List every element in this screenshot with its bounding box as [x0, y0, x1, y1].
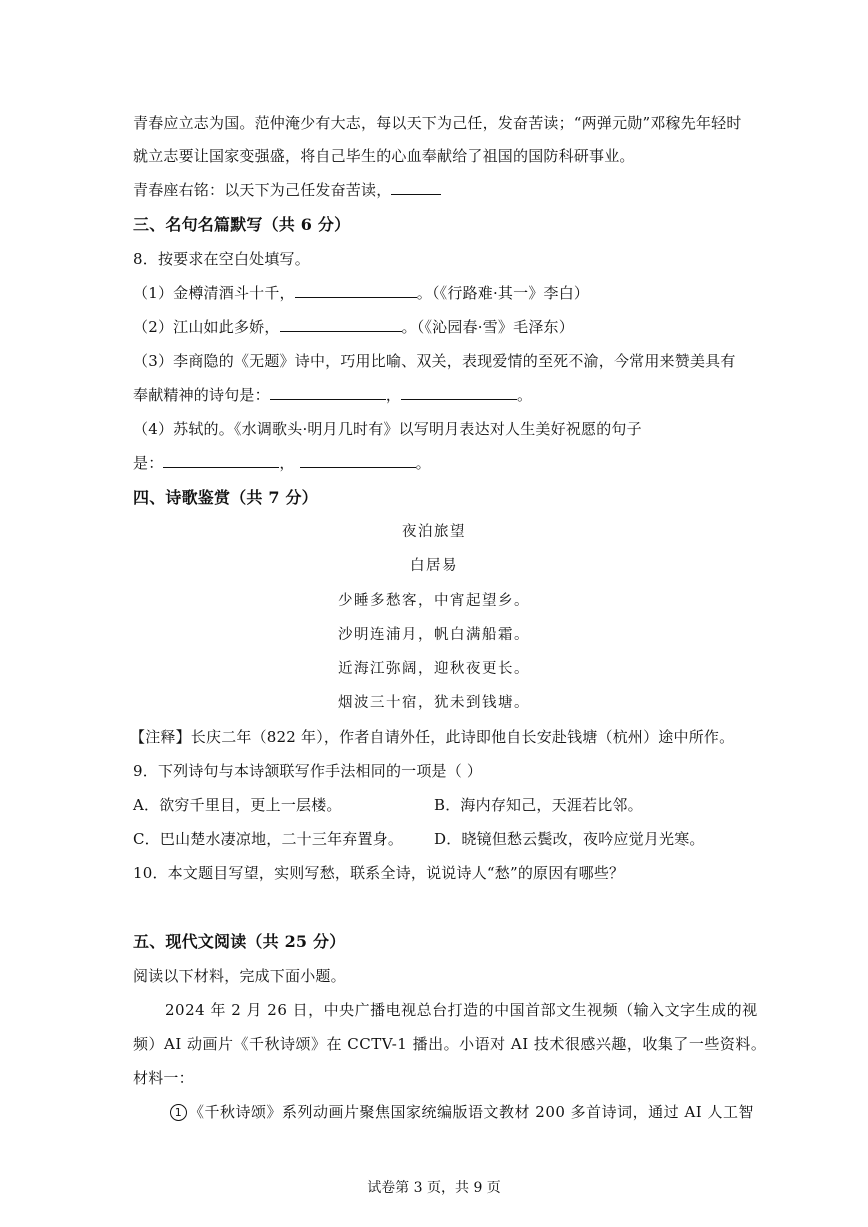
- motto-text: 青春座右铭：以天下为己任发奋苦读，: [133, 181, 392, 199]
- answer-blank[interactable]: [295, 283, 417, 298]
- item-1-suffix: 。（《行路难·其一》李白）: [416, 284, 590, 302]
- motto-line: [133, 180, 441, 200]
- option-b[interactable]: B．海内存知己，天涯若比邻。: [434, 796, 643, 814]
- poem-title: 夜泊旅望: [402, 524, 466, 540]
- reading-instruction: 阅读以下材料，完成下面小题。: [133, 967, 346, 985]
- answer-blank[interactable]: [270, 385, 386, 400]
- poem-line: 近海江弥阔，迎秋夜更长。: [338, 661, 530, 677]
- circled-number: 1: [170, 1104, 187, 1121]
- passage-line: 2024 年 2 月 26 日，中央广播电视总台打造的中国首部文生视频（输入文字生成的视: [165, 1001, 758, 1019]
- item-4-comma: ，: [279, 454, 295, 472]
- material-text: 《千秋诗颂》系列动画片聚焦国家统编版语文教材 200 多首诗词，通过 AI 人工智: [189, 1103, 754, 1121]
- question-8: 8．按要求在空白处填写。: [133, 250, 310, 268]
- section-4-title: 四、诗歌鉴赏（共 7 分）: [133, 488, 318, 507]
- item-3-period: 。: [517, 386, 533, 404]
- poem-line: 烟波三十宿，犹未到钱塘。: [338, 695, 530, 711]
- item-2: [133, 317, 574, 337]
- item-4-line-1: （4）苏轼的。《水调歌头·明月几时有》以写明月表达对人生美好祝愿的句子: [133, 420, 642, 438]
- intro-line-1: 青春应立志为国。范仲淹少有大志，每以天下为己任，发奋苦读；“两弹元勋”邓稼先年轻时: [133, 114, 742, 132]
- poem-note: 【注释】长庆二年（822 年），作者自请外任，此诗即他自长安赴钱塘（杭州）途中所作。: [130, 728, 735, 746]
- passage-line: 频）AI 动画片《千秋诗颂》在 CCTV-1 播出。小语对 AI 技术很感兴趣，收集了一些资料。: [133, 1035, 767, 1053]
- answer-blank[interactable]: [163, 453, 279, 468]
- answer-blank[interactable]: [391, 180, 441, 195]
- item-4-period: 。: [415, 454, 431, 472]
- material-paragraph: [170, 1102, 754, 1122]
- item-2-suffix: 。（《沁园春·雪》毛泽东）: [401, 318, 574, 336]
- answer-blank[interactable]: [300, 453, 416, 468]
- item-4-prefix: 是：: [133, 454, 164, 472]
- item-3-prefix: 奉献精神的诗句是：: [133, 386, 270, 404]
- answer-blank[interactable]: [401, 385, 517, 400]
- item-1: [133, 283, 589, 303]
- item-3-comma: ，: [385, 386, 402, 404]
- intro-line-2: 就立志要让国家变强盛，将自己毕生的心血奉献给了祖国的国防科研事业。: [133, 147, 635, 165]
- answer-blank[interactable]: [280, 317, 402, 332]
- option-d[interactable]: D．晓镜但愁云鬓改，夜吟应觉月光寒。: [434, 830, 705, 848]
- poem-author: 白居易: [410, 558, 458, 574]
- item-3-line-1: （3）李商隐的《无题》诗中，巧用比喻、双关，表现爱情的至死不渝，今常用来赞美具有: [133, 352, 736, 370]
- option-c[interactable]: C．巴山楚水凄凉地，二十三年弃置身。: [133, 830, 404, 848]
- item-2-prefix: （2）江山如此多娇，: [133, 318, 280, 336]
- item-3-line-2: [133, 385, 532, 405]
- question-9: 9．下列诗句与本诗颔联写作手法相同的一项是（ ）: [133, 762, 483, 780]
- option-a[interactable]: A．欲穷千里目，更上一层楼。: [133, 796, 342, 814]
- item-1-prefix: （1）金樽清酒斗十千，: [133, 284, 295, 302]
- question-10: 10．本文题目写望，实则写愁，联系全诗，说说诗人“愁”的原因有哪些？: [133, 864, 625, 882]
- material-label: 材料一：: [133, 1069, 194, 1087]
- section-3-title: 三、名句名篇默写（共 6 分）: [133, 215, 351, 234]
- item-4-line-2: [133, 453, 431, 473]
- page-footer: 试卷第 3 页，共 9 页: [367, 1180, 501, 1196]
- poem-line: 沙明连浦月，帆白满船霜。: [338, 627, 530, 643]
- section-5-title: 五、现代文阅读（共 25 分）: [133, 932, 346, 951]
- poem-line: 少睡多愁客，中宵起望乡。: [338, 593, 530, 609]
